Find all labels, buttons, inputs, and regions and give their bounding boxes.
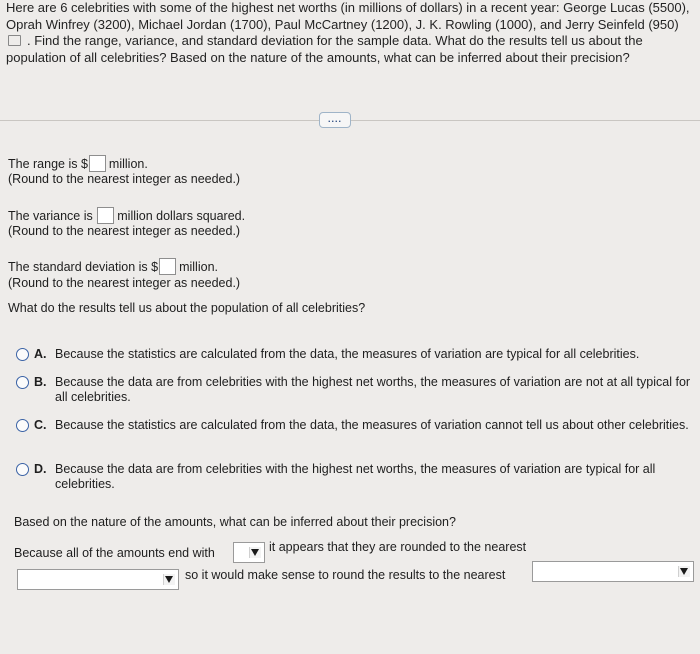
precision-sentence1-suffix: it appears that they are rounded to the nearest [269, 540, 527, 554]
option-b-text: Because the data are from celebrities with the highest net worths, the measures of variation are not at all typical for all celebrities. [55, 375, 691, 404]
option-a-radio[interactable] [16, 348, 29, 361]
option-c-letter: C. [34, 418, 47, 432]
option-d-letter: D. [34, 462, 47, 476]
option-c-radio[interactable] [16, 419, 29, 432]
range-note: (Round to the nearest integer as needed.) [8, 172, 241, 186]
population-question: What do the results tell us about the population of all celebrities? [8, 301, 366, 315]
option-b-radio[interactable] [16, 376, 29, 389]
std-prefix: The standard deviation is $ [8, 259, 159, 274]
range-line [8, 156, 148, 173]
precision-sentence1-prefix: Because all of the amounts end with [14, 546, 215, 560]
option-a-letter: A. [34, 347, 47, 361]
precision-sentence2: so it would make sense to round the results to the nearest [185, 568, 506, 582]
option-c-text: Because the statistics are calculated from the data, the measures of variation cannot tell us about other celebrities. [55, 418, 689, 432]
digits-dropdown[interactable] [233, 542, 265, 563]
option-a-text: Because the statistics are calculated from the data, the measures of variation are typical for all celebrities. [55, 347, 640, 361]
range-suffix: million. [108, 156, 148, 171]
chevron-down-icon [678, 566, 690, 577]
option-c[interactable] [16, 418, 696, 450]
chevron-down-icon [249, 547, 261, 558]
std-suffix: million. [179, 259, 218, 274]
range-answer-input[interactable] [89, 155, 106, 172]
expand-more-button[interactable]: .... [319, 112, 351, 128]
variance-suffix: million dollars squared. [117, 208, 246, 223]
variance-prefix: The variance is [8, 208, 93, 223]
copy-data-icon[interactable] [8, 35, 21, 46]
question-part2: . Find the range, variance, and standard deviation for the sample data. What do the results tell us about the population of all celebrities? Based on the nature of the amounts, what can be inferred about their precision? [6, 33, 643, 65]
std-line [8, 259, 218, 276]
option-d-text: Because the data are from celebrities with the highest net worths, the measures of variation are typical for all celebrities. [55, 462, 656, 491]
option-b-letter: B. [34, 375, 47, 389]
std-note: (Round to the nearest integer as needed.) [8, 276, 241, 290]
result-rounding-dropdown[interactable] [532, 561, 694, 582]
precision-question: Based on the nature of the amounts, what can be inferred about their precision? [14, 515, 456, 529]
variance-note: (Round to the nearest integer as needed.) [8, 224, 241, 238]
option-d-radio[interactable] [16, 463, 29, 476]
range-prefix: The range is $ [8, 156, 88, 171]
variance-line [8, 208, 245, 225]
rounding-place-dropdown[interactable] [17, 569, 179, 590]
question-text [6, 0, 696, 66]
question-part1: Here are 6 celebrities with some of the highest net worths (in millions of dollars) in a recent year: George Lucas (5500), Oprah Winfrey (3200), Michael Jordan (1700), Paul McCartney (1200), J. K. Rowling (1000), and Jerry Seinfeld (950) [6, 0, 690, 32]
option-a[interactable] [16, 347, 696, 365]
variance-answer-input[interactable] [97, 207, 114, 224]
chevron-down-icon [163, 574, 175, 585]
std-answer-input[interactable] [159, 258, 176, 275]
option-b[interactable] [16, 375, 696, 407]
option-d[interactable] [16, 462, 696, 494]
